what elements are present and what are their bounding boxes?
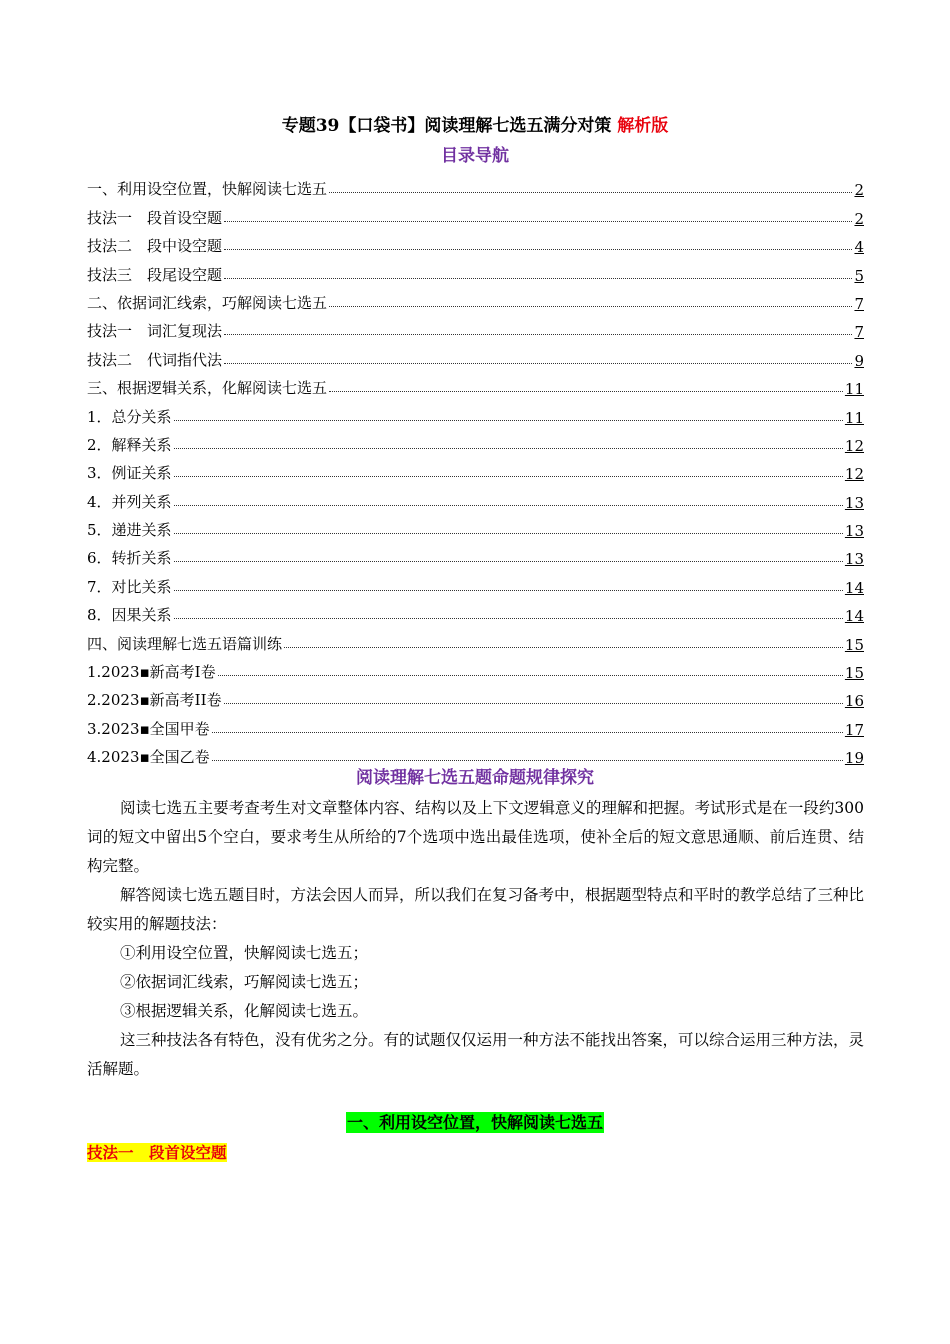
toc-entry[interactable] (87, 739, 864, 767)
toc-dot-leader (329, 390, 843, 392)
toc-entry[interactable] (87, 654, 864, 682)
toc-entry-label: 技法二 段中设空题 (87, 237, 223, 256)
toc-entry-label: 1．总分关系 (87, 407, 172, 426)
toc-entry-page: 14 (844, 607, 864, 626)
toc-entry-page: 15 (844, 635, 864, 654)
toc-dot-leader (212, 731, 843, 733)
toc-dot-leader (218, 674, 843, 676)
toc-entry[interactable] (87, 427, 864, 455)
intro-body (87, 794, 864, 1084)
toc-dot-leader (224, 220, 852, 222)
toc-entry-page: 17 (844, 720, 864, 739)
toc-entry[interactable] (87, 540, 864, 568)
toc-dot-leader (174, 475, 843, 477)
toc-entry-page: 19 (844, 749, 864, 768)
toc-entry-page: 7 (854, 323, 864, 342)
toc-entry-label: 4．并列关系 (87, 492, 172, 511)
paragraph: 解答阅读七选五题目时，方法会因人而异，所以我们在复习备考中，根据题型特点和平时的教学总结了三种比较实用的解题技法： (87, 886, 865, 933)
toc-entry-label: 四、阅读理解七选五语篇训练 (87, 634, 283, 653)
technique-heading (87, 1141, 227, 1165)
toc-entry[interactable] (87, 597, 864, 625)
toc-entry-page: 11 (844, 380, 864, 399)
toc-dot-leader (329, 305, 852, 307)
toc-entry[interactable] (87, 341, 864, 369)
toc-entry-label: 6．转折关系 (87, 549, 172, 568)
paragraph: ③根据逻辑关系，化解阅读七选五。 (120, 1002, 369, 1020)
toc-dot-leader (224, 277, 852, 279)
toc-entry[interactable] (87, 625, 864, 653)
toc-entry[interactable] (87, 568, 864, 596)
paragraph: 阅读七选五主要考查考生对文章整体内容、结构以及上下文逻辑意义的理解和把握。考试形式是在一段约300词的短文中留出5个空白，要求考生从所给的7个选项中选出最佳选项，使补全后的短文意思通顺、前后连贯、结构完整。 (87, 799, 864, 875)
toc-entry[interactable] (87, 710, 864, 738)
title-suffix: 解析版 (617, 116, 669, 136)
toc-entry[interactable] (87, 398, 864, 426)
toc-heading: 目录导航 (441, 146, 509, 166)
toc-entry[interactable] (87, 171, 864, 199)
toc-entry-page: 12 (844, 436, 864, 455)
toc-dot-leader (174, 532, 843, 534)
toc-entry[interactable] (87, 256, 864, 284)
toc-entry-page: 2 (854, 181, 864, 200)
toc-dot-leader (212, 759, 843, 761)
toc-dot-leader (224, 333, 852, 335)
document-title (0, 113, 950, 139)
toc-entry-label: 三、根据逻辑关系，化解阅读七选五 (87, 379, 328, 398)
toc-entry-page: 15 (844, 664, 864, 683)
toc-entry-label: 二、依据词汇线索，巧解阅读七选五 (87, 293, 328, 312)
toc-dot-leader (224, 702, 843, 704)
toc-entry-label: 技法二 代词指代法 (87, 350, 223, 369)
toc-entry-page: 11 (844, 408, 864, 427)
toc-entry-page: 5 (854, 266, 864, 285)
toc-dot-leader (174, 617, 843, 619)
table-of-contents (87, 171, 864, 767)
toc-entry-page: 12 (844, 465, 864, 484)
toc-entry-label: 2.2023▪新高考II卷 (87, 691, 222, 710)
paragraph: 这三种技法各有特色，没有优劣之分。有的试题仅仅运用一种方法不能找出答案，可以综合运用三种方法，灵活解题。 (87, 1031, 865, 1078)
toc-entry[interactable] (87, 370, 864, 398)
toc-entry-page: 7 (854, 294, 864, 313)
paragraph: ②依据词汇线索，巧解阅读七选五； (120, 973, 369, 991)
section-heading: 阅读理解七选五题命题规律探究 (356, 768, 594, 788)
toc-entry-label: 5．递进关系 (87, 521, 172, 540)
toc-entry-page: 16 (844, 692, 864, 711)
toc-dot-leader (174, 447, 843, 449)
toc-dot-leader (174, 589, 843, 591)
toc-entry-label: 技法三 段尾设空题 (87, 265, 223, 284)
toc-entry-label: 4.2023▪全国乙卷 (87, 748, 210, 767)
toc-dot-leader (174, 560, 843, 562)
toc-dot-leader (284, 646, 843, 648)
toc-entry-label: 1.2023▪新高考I卷 (87, 663, 216, 682)
toc-entry-label: 技法一 段首设空题 (87, 208, 223, 227)
toc-entry-page: 13 (844, 550, 864, 569)
toc-entry-page: 9 (854, 351, 864, 370)
toc-dot-leader (174, 419, 843, 421)
part-heading-text: 一、利用设空位置，快解阅读七选五 (346, 1113, 603, 1132)
toc-entry[interactable] (87, 313, 864, 341)
toc-entry[interactable] (87, 682, 864, 710)
toc-entry[interactable] (87, 455, 864, 483)
paragraph: ①利用设空位置，快解阅读七选五； (120, 944, 369, 962)
toc-entry-page: 14 (844, 578, 864, 597)
technique-heading-text: 技法一 段首设空题 (87, 1143, 227, 1162)
toc-entry-label: 7．对比关系 (87, 577, 172, 596)
toc-entry[interactable] (87, 228, 864, 256)
part-heading (0, 1111, 950, 1135)
toc-entry-label: 技法一 词汇复现法 (87, 322, 223, 341)
toc-dot-leader (329, 191, 852, 193)
toc-dot-leader (224, 248, 852, 250)
toc-entry[interactable] (87, 483, 864, 511)
toc-entry-label: 3．例证关系 (87, 464, 172, 483)
toc-entry[interactable] (87, 199, 864, 227)
toc-dot-leader (224, 362, 852, 364)
toc-entry-label: 8．因果关系 (87, 606, 172, 625)
toc-entry-page: 4 (854, 238, 864, 257)
toc-entry-label: 一、利用设空位置，快解阅读七选五 (87, 180, 328, 199)
toc-entry-page: 2 (854, 209, 864, 228)
toc-entry[interactable] (87, 512, 864, 540)
toc-entry-label: 2．解释关系 (87, 435, 172, 454)
toc-entry-page: 13 (844, 522, 864, 541)
toc-entry[interactable] (87, 285, 864, 313)
toc-entry-label: 3.2023▪全国甲卷 (87, 719, 210, 738)
title-main: 专题39【口袋书】阅读理解七选五满分对策 (281, 116, 618, 136)
toc-dot-leader (174, 504, 843, 506)
toc-entry-page: 13 (844, 493, 864, 512)
